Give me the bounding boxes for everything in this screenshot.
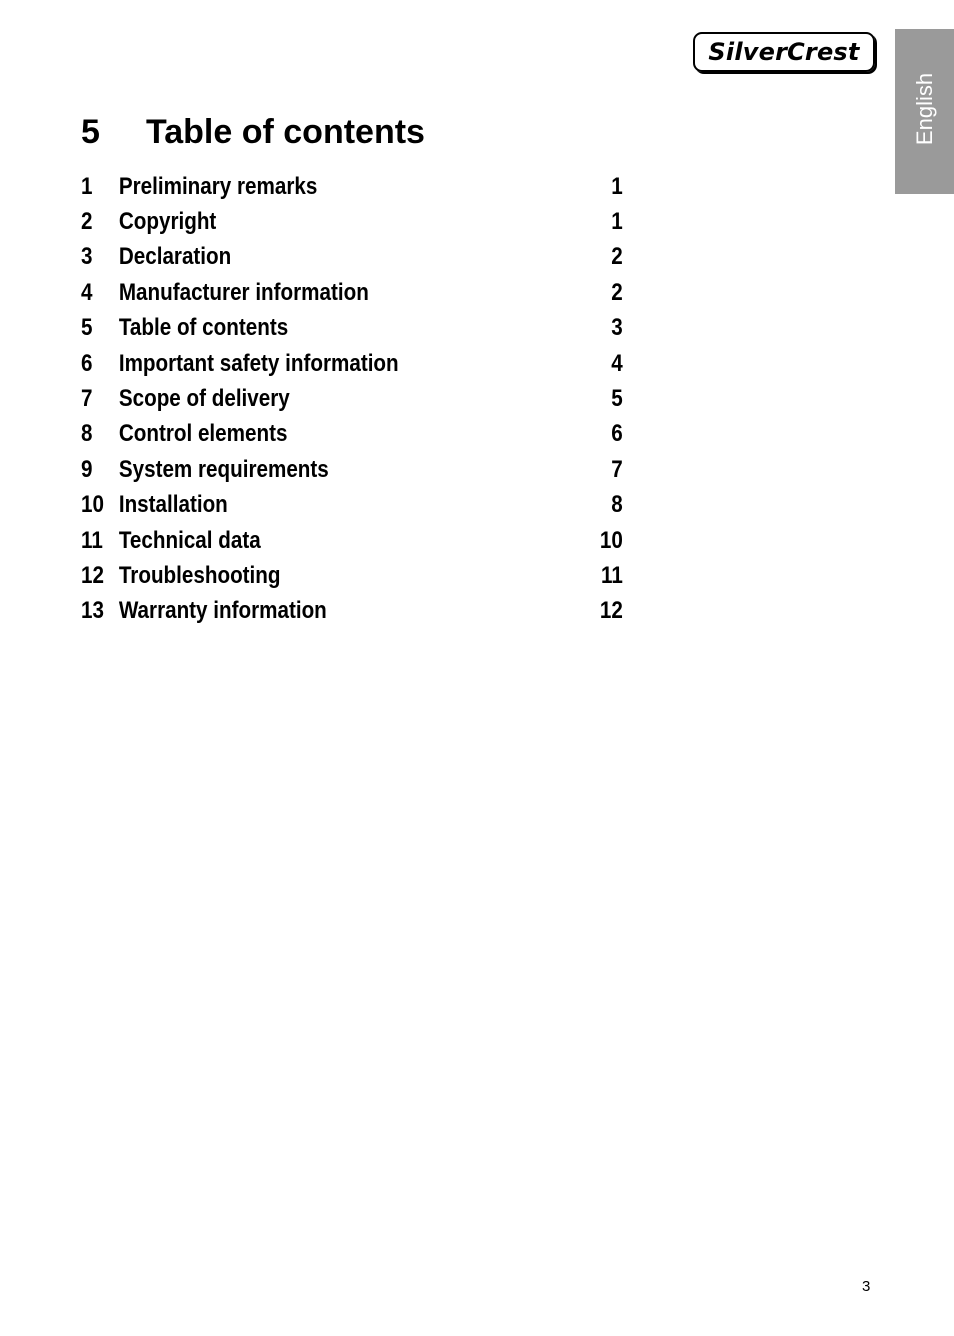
toc-entry-page: 1 (611, 172, 623, 200)
brand-logo-text: SilverCrest (708, 38, 860, 66)
toc-entry-page: 6 (611, 420, 623, 448)
toc-entry-number: 1 (81, 172, 93, 200)
section-title: Table of contents (146, 113, 425, 151)
toc-entry-title: Important safety information (118, 349, 399, 377)
toc-entry-number: 2 (81, 208, 93, 236)
toc-entry-number: 4 (81, 278, 93, 306)
toc-entry-title: System requirements (118, 455, 329, 483)
toc-entry-title: Preliminary remarks (118, 172, 318, 200)
page-number: 3 (862, 1278, 871, 1295)
toc-entry-title: Manufacturer information (118, 278, 369, 306)
toc-entry-title: Warranty information (118, 597, 327, 625)
toc-entry (81, 381, 623, 416)
toc-entry-page: 7 (611, 455, 623, 483)
toc-entry (81, 523, 623, 558)
toc-entry-page: 8 (611, 491, 623, 519)
toc-entry-page: 2 (611, 243, 623, 271)
toc-entry-title: Control elements (118, 420, 288, 448)
toc-entry-number: 8 (81, 420, 93, 448)
table-of-contents (81, 169, 623, 629)
language-tab-label: English (911, 72, 937, 146)
page-title (81, 110, 425, 154)
toc-entry-title: Scope of delivery (118, 385, 290, 413)
toc-entry-number: 6 (81, 349, 93, 377)
toc-entry-title: Technical data (118, 526, 261, 554)
toc-entry-page: 1 (611, 208, 623, 236)
toc-entry-title: Installation (118, 491, 228, 519)
toc-entry-number: 7 (81, 385, 93, 413)
toc-entry-page: 11 (600, 561, 623, 589)
toc-entry-number: 11 (81, 526, 103, 554)
toc-entry-number: 5 (81, 314, 93, 342)
toc-entry-page: 10 (599, 526, 623, 554)
toc-entry-page: 2 (611, 278, 623, 306)
toc-entry (81, 169, 623, 204)
toc-entry-page: 3 (611, 314, 623, 342)
toc-entry-number: 9 (81, 455, 93, 483)
section-number: 5 (81, 113, 100, 151)
toc-entry-page: 12 (599, 597, 623, 625)
toc-entry-number: 13 (81, 597, 104, 625)
toc-entry-number: 12 (81, 561, 104, 589)
toc-entry (81, 204, 623, 239)
toc-entry (81, 275, 623, 310)
toc-entry (81, 488, 623, 523)
toc-entry-number: 3 (81, 243, 93, 271)
toc-entry-page: 5 (611, 385, 623, 413)
toc-entry-number: 10 (81, 491, 104, 519)
toc-entry-title: Declaration (118, 243, 232, 271)
language-tab (895, 29, 954, 194)
toc-entry (81, 311, 623, 346)
toc-entry (81, 558, 623, 593)
toc-entry (81, 346, 623, 381)
toc-entry (81, 594, 623, 629)
toc-entry-title: Copyright (118, 208, 217, 236)
toc-entry (81, 452, 623, 487)
brand-logo (693, 32, 875, 72)
toc-entry-title: Troubleshooting (118, 561, 281, 589)
toc-entry-page: 4 (611, 349, 623, 377)
toc-entry (81, 417, 623, 452)
toc-entry-title: Table of contents (118, 314, 289, 342)
toc-entry (81, 240, 623, 275)
